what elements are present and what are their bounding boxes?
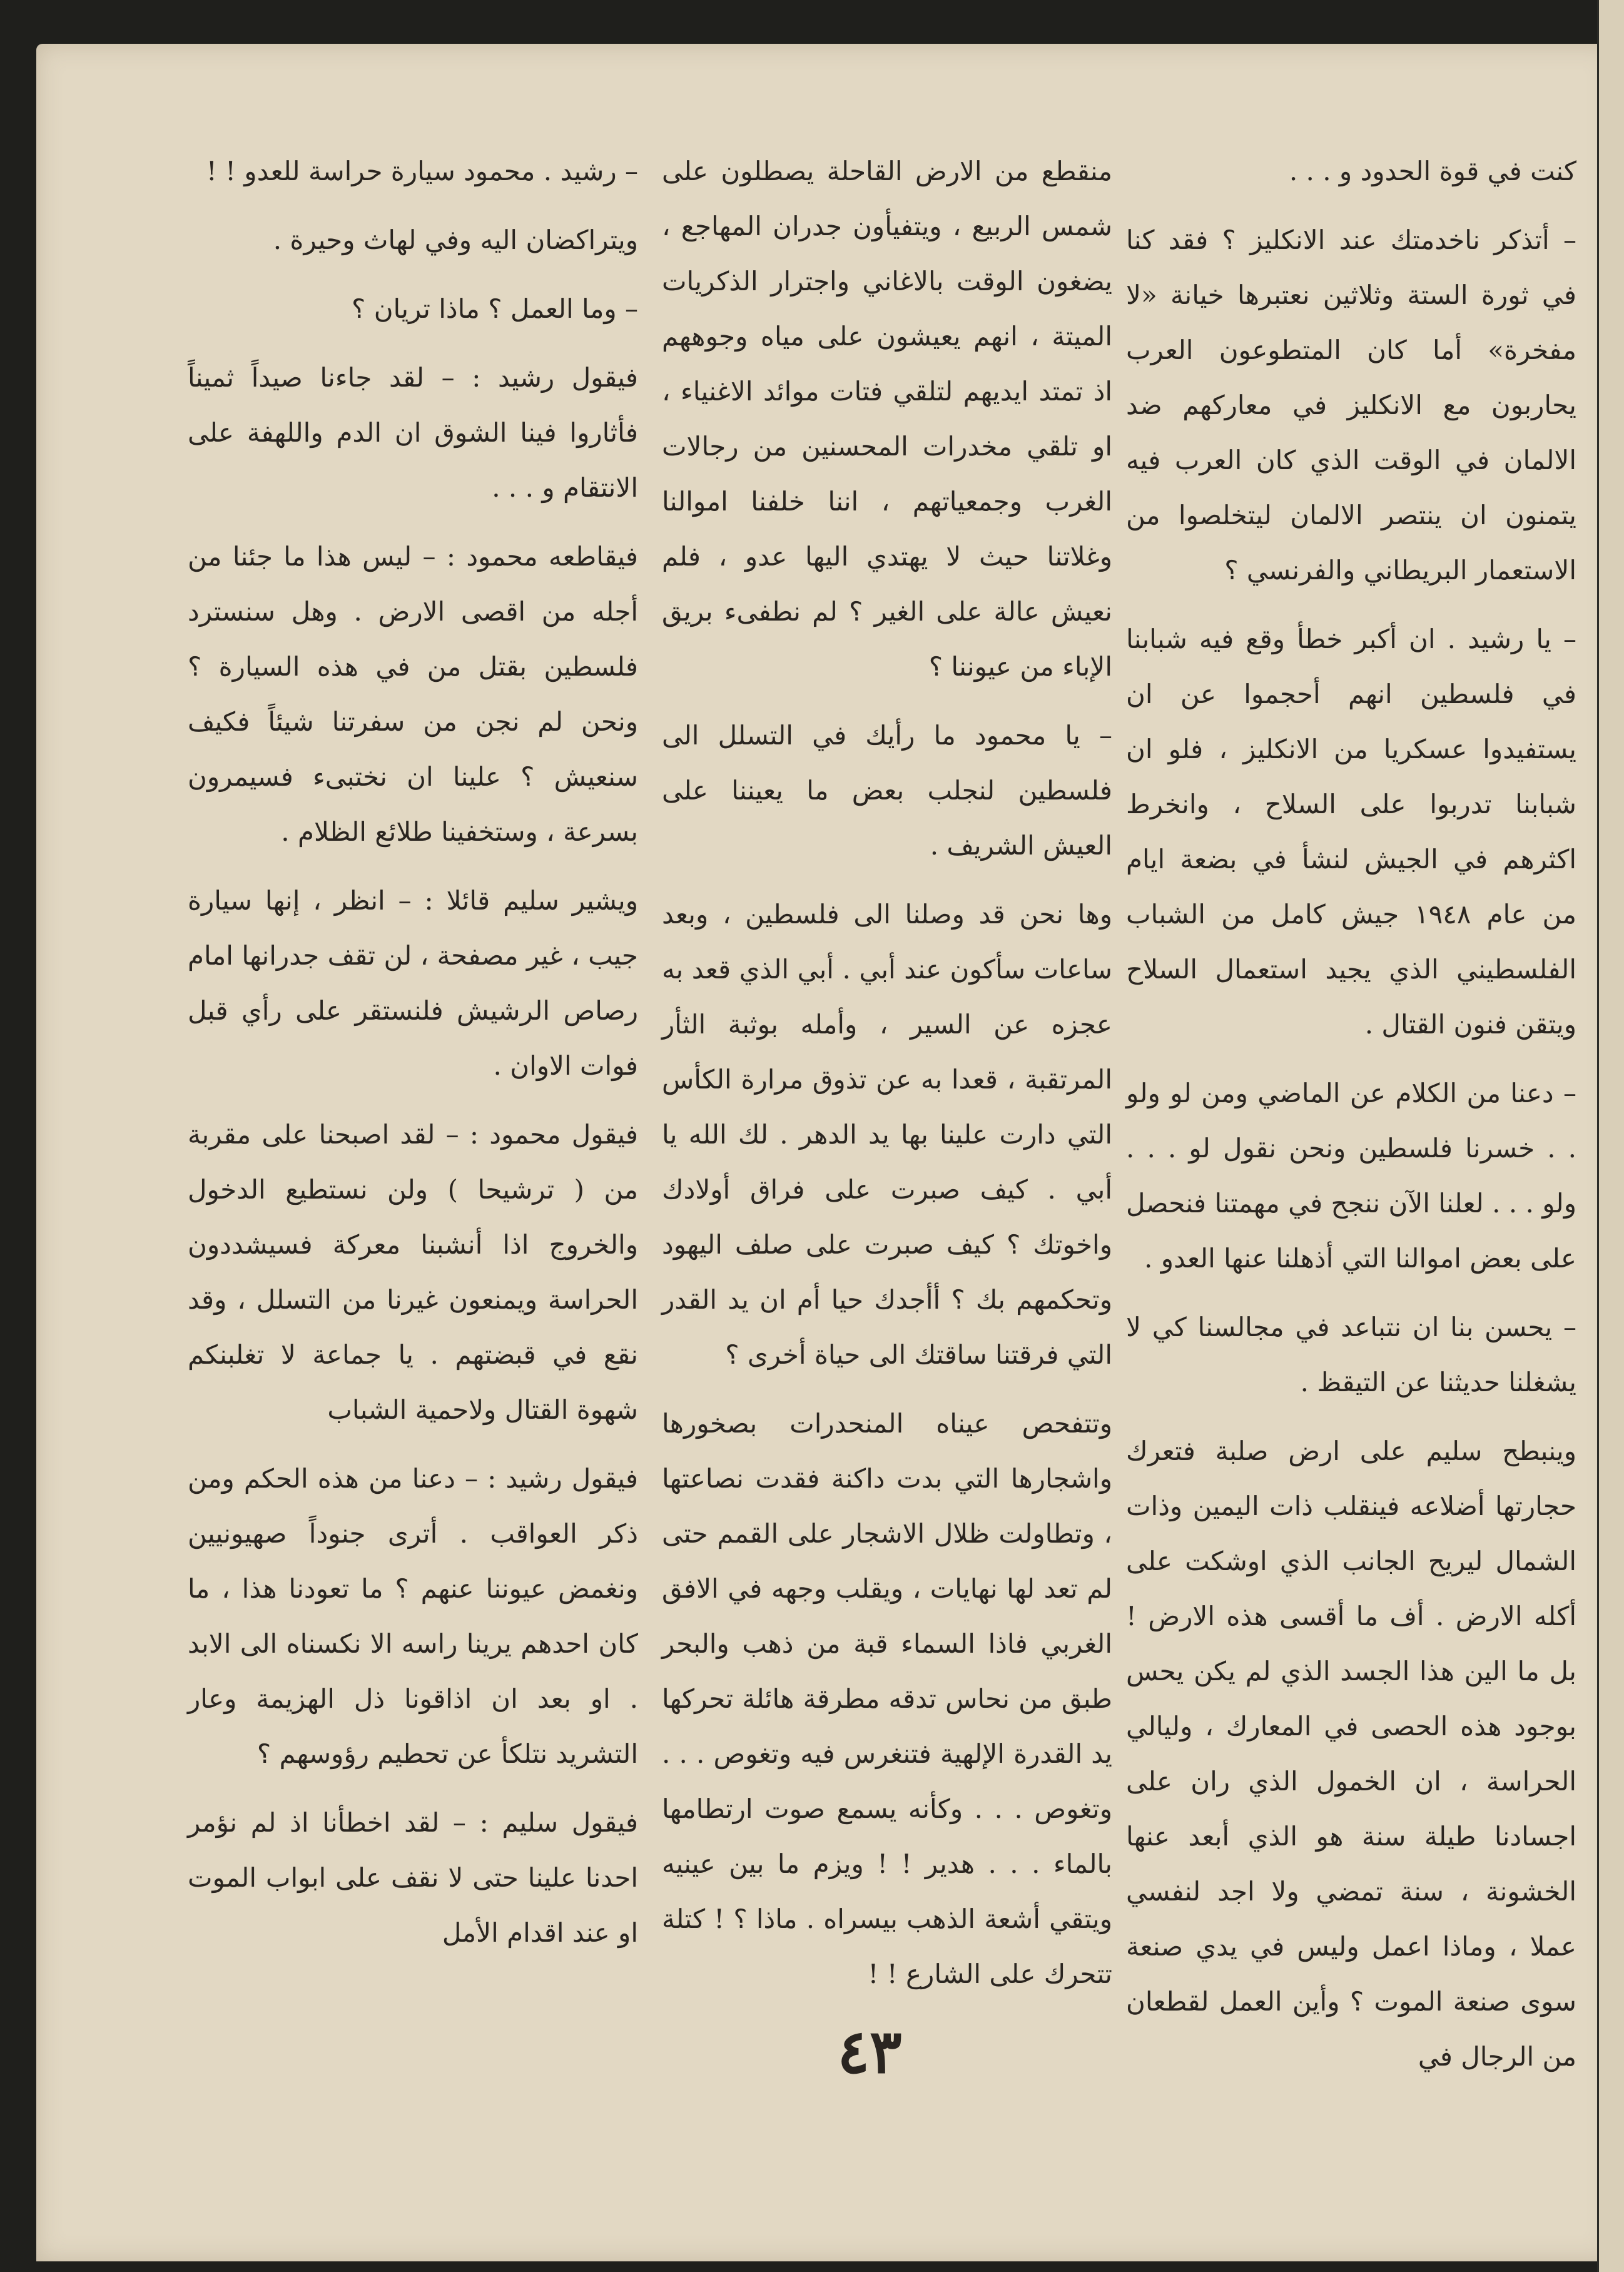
paragraph: وتتفحص عيناه المنحدرات بصخورها واشجارها التي بدت داكنة فقدت نصاعتها ، وتطاولت ظلال الاشجار على القمم حتى لم تعد لها نهايات ، ويقلب وجهه في الافق الغربي فاذا السماء قبة من ذهب والبحر طبق من نحاس تدقه مطرقة هائلة تحركها يد القدرة الإلهية فتنغرس فيه وتغوص . . . وتغوص . . . وكأنه يسمع صوت ارتطامها بالماء . . . هدير ! ! ويزم ما بين عينيه ويتقي أشعة الذهب بيسراه . ماذا ؟ ! كتلة تتحرك على الشارع ! ! (662, 1408, 1112, 1989)
paragraph: فيقول سليم : – لقد اخطأنا اذ لم نؤمر احدنا علينا حتى لا نقف على ابواب الموت او عند اقدام الأمل (188, 1807, 638, 1948)
paragraph: – يا رشيد . ان أكبر خطأ وقع فيه شبابنا في فلسطين انهم أحجموا عن ان يستفيدوا عسكريا من الانكليز ، فلو ان شبابنا تدربوا على السلاح ، وانخرط اكثرهم في الجيش لنشأ في بضعة ايام من عام ١٩٤٨ جيش كامل من الشباب الفلسطيني الذي يجيد استعمال السلاح ويتقن فنون القتال . (1126, 624, 1576, 1040)
text-column-left (188, 144, 638, 1989)
paragraph: كنت في قوة الحدود و . . . (1289, 156, 1576, 186)
paragraph: وها نحن قد وصلنا الى فلسطين ، وبعد ساعات سأكون عند أبي . أبي الذي قعد به عجزه عن السير ، وأمله بوثبة الثأر المرتقبة ، قعدا به عن تذوق مرارة الكأس التي دارت علينا بها يد الدهر . لك الله يا أبي . كيف صبرت على فراق أولادك واخوتك ؟ كيف صبرت على صلف اليهود وتحكمهم بك ؟ أأجدك حيا أم ان يد القدر التي فرقتنا ساقتك الى حياة أخرى ؟ (662, 899, 1112, 1370)
paragraph: ويشير سليم قائلا : – انظر ، إنها سيارة جيب ، غير مصفحة ، لن تقف جدرانها امام رصاص الرشيش فلنستقر على رأي قبل فوات الاوان . (188, 885, 638, 1081)
paragraph: منقطع من الارض القاحلة يصطلون على شمس الربيع ، ويتفيأون جدران المهاجع ، يضغون الوقت بالاغاني واجترار الذكريات الميتة ، انهم يعيشون على مياه وجوههم اذ تمتد ايديهم لتلقي فتات موائد الاغنياء ، او تلقي مخدرات المحسنين من رجالات الغرب وجمعياتهم ، اننا خلفنا اموالنا وغلاتنا حيث لا يهتدي اليها عدو ، فلم نعيش عالة على الغير ؟ لم نطفىء بريق الإباء من عيوننا ؟ (662, 156, 1112, 682)
paragraph: – دعنا من الكلام عن الماضي ومن لو ولو . . خسرنا فلسطين ونحن نقول لو . . . ولو . . . لعلنا الآن ننجح في مهمتنا فنحصل على بعض اموالنا التي أذهلنا عنها العدو . (1126, 1078, 1576, 1274)
paragraph: فيقول رشيد : – لقد جاءنا صيداً ثميناً فأثاروا فينا الشوق ان الدم واللهفة على الانتقام و . . . (188, 362, 638, 503)
paragraph: فيقاطعه محمود : – ليس هذا ما جئنا من أجله من اقصى الارض . وهل سنسترد فلسطين بقتل من في هذه السيارة ؟ ونحن لم نجن من سفرتنا شيئاً فكيف سنعيش ؟ علينا ان نختبىء فسيمرون بسرعة ، وستخفينا طلائع الظلام . (188, 541, 638, 847)
paragraph: – يا محمود ما رأيك في التسلل الى فلسطين لنجلب بعض ما يعيننا على العيش الشريف . (662, 720, 1112, 861)
text-column-middle (662, 144, 1112, 1989)
text-column-right (1126, 144, 1576, 2072)
paragraph: فيقول رشيد : – دعنا من هذه الحكم ومن ذكر العواقب . أترى جنوداً صهيونيين ونغمض عيوننا عنهم ؟ ما تعودنا هذا ، ما كان احدهم يرينا راسه الا نكسناه الى الابد . او بعد ان اذاقونا ذل الهزيمة وعار التشريد نتلكأ عن تحطيم رؤوسهم ؟ (188, 1463, 638, 1769)
paragraph: – يحسن بنا ان نتباعد في مجالسنا كي لا يشغلنا حديثنا عن التيقظ . (1126, 1312, 1576, 1397)
paragraph: – أتذكر ناخدمتك عند الانكليز ؟ فقد كنا في ثورة الستة وثلاثين نعتبرها خيانة «لا مفخرة» أما كان المتطوعون العرب يحاربون مع الانكليز في معاركهم ضد الالمان في الوقت الذي كان العرب فيه يتمنون ان ينتصر الالمان ليتخلصوا من الاستعمار البريطاني والفرنسي ؟ (1126, 225, 1576, 586)
paragraph: فيقول محمود : – لقد اصبحنا على مقربة من ( ترشيحا ) ولن نستطيع الدخول والخروج اذا أنشبنا معركة فسيشددون الحراسة ويمنعون غيرنا من التسلل ، وقد نقع في قبضتهم . يا جماعة لا تغلبنكم شهوة القتال ولاحمية الشباب (188, 1119, 638, 1425)
paragraph: وينبطح سليم على ارض صلبة فتعرك حجارتها أضلاعه فينقلب ذات اليمين وذات الشمال ليريح الجانب الذي اوشكت على أكله الارض . أف ما أقسى هذه الارض ! بل ما الين هذا الجسد الذي لم يكن يحس بوجود هذه الحصى في المعارك ، وليالي الحراسة ، ان الخمول الذي ران على اجسادنا طيلة سنة هو الذي أبعد عنها الخشونة ، سنة تمضي ولا اجد لنفسي عملا ، وماذا اعمل وليس في يدي صنعة سوى صنعة الموت ؟ وأين العمل لقطعان من الرجال في (1126, 1436, 1576, 2072)
page-edge (1597, 0, 1624, 2272)
paragraph: – رشيد . محمود سيارة حراسة للعدو ! ! (206, 156, 638, 186)
paragraph: – وما العمل ؟ ماذا تريان ؟ (352, 293, 638, 324)
paragraph: ويتراكضان اليه وفي لهاث وحيرة . (273, 225, 638, 255)
page-number: ٤٣ (837, 2016, 902, 2087)
